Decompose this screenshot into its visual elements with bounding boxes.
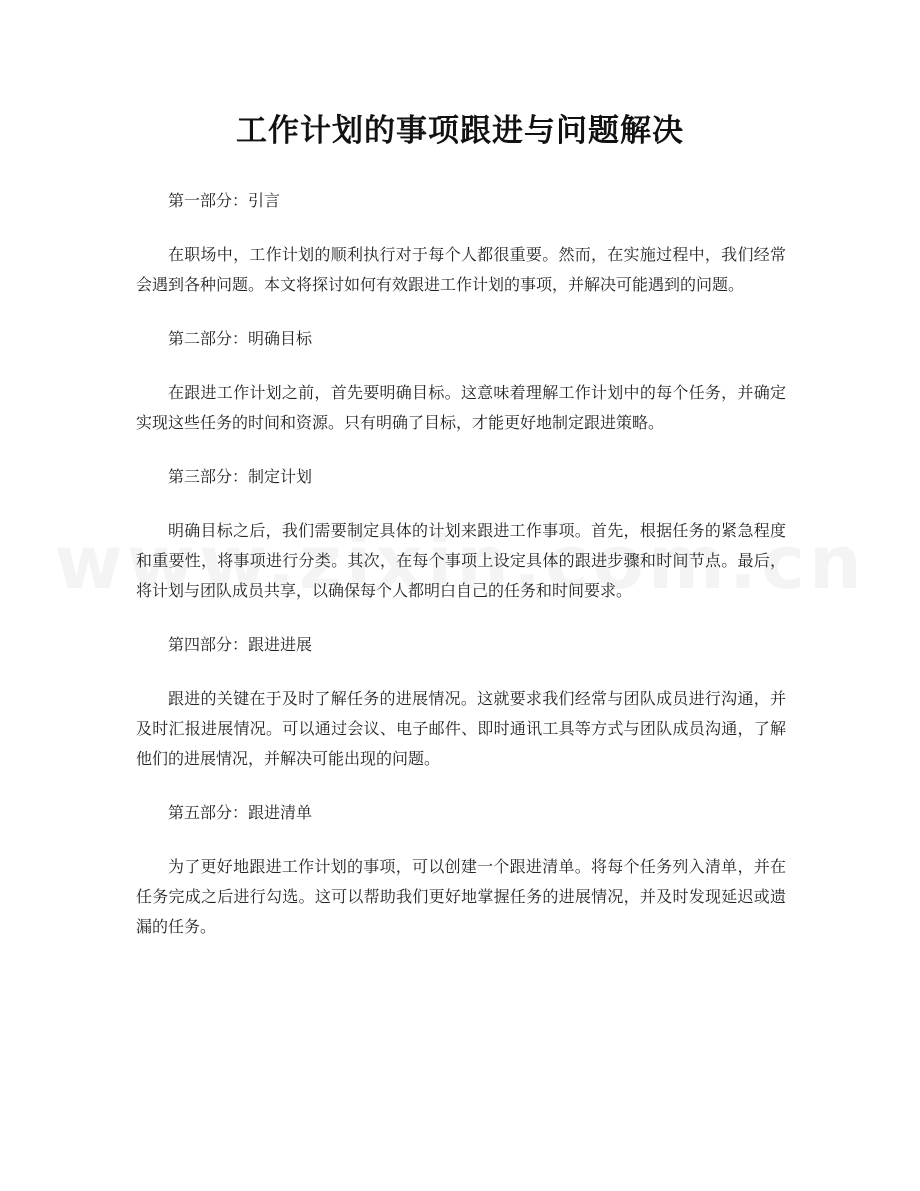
section-heading-2: 第二部分：明确目标 <box>168 329 313 348</box>
section-paragraph-4: 跟进的关键在于及时了解任务的进展情况。这就要求我们经常与团队成员进行沟通，并及时汇报进展情况。可以通过会议、电子邮件、即时通讯工具等方式与团队成员沟通，了解他们的进展情况，并解决可能出现的问题。 <box>136 689 786 768</box>
section-heading-3: 第三部分：制定计划 <box>168 467 313 486</box>
page-title: 工作计划的事项跟进与问题解决 <box>236 113 684 149</box>
section-heading-4: 第四部分：跟进进展 <box>168 635 313 654</box>
section-paragraph-2: 在跟进工作计划之前，首先要明确目标。这意味着理解工作计划中的每个任务，并确定实现这些任务的时间和资源。只有明确了目标，才能更好地制定跟进策略。 <box>136 383 786 432</box>
section-heading-1: 第一部分：引言 <box>168 191 281 210</box>
section-paragraph-1: 在职场中，工作计划的顺利执行对于每个人都很重要。然而，在实施过程中，我们经常会遇到各种问题。本文将探讨如何有效跟进工作计划的事项，并解决可能遇到的问题。 <box>136 245 786 294</box>
document-body <box>136 186 786 942</box>
section-heading-5: 第五部分：跟进清单 <box>168 803 313 822</box>
section-paragraph-5: 为了更好地跟进工作计划的事项，可以创建一个跟进清单。将每个任务列入清单，并在任务完成之后进行勾选。这可以帮助我们更好地掌握任务的进展情况，并及时发现延迟或遗漏的任务。 <box>136 857 786 936</box>
section-paragraph-3: 明确目标之后，我们需要制定具体的计划来跟进工作事项。首先，根据任务的紧急程度和重要性，将事项进行分类。其次，在每个事项上设定具体的跟进步骤和时间节点。最后，将计划与团队成员共享，以确保每个人都明白自己的任务和时间要求。 <box>136 521 786 600</box>
